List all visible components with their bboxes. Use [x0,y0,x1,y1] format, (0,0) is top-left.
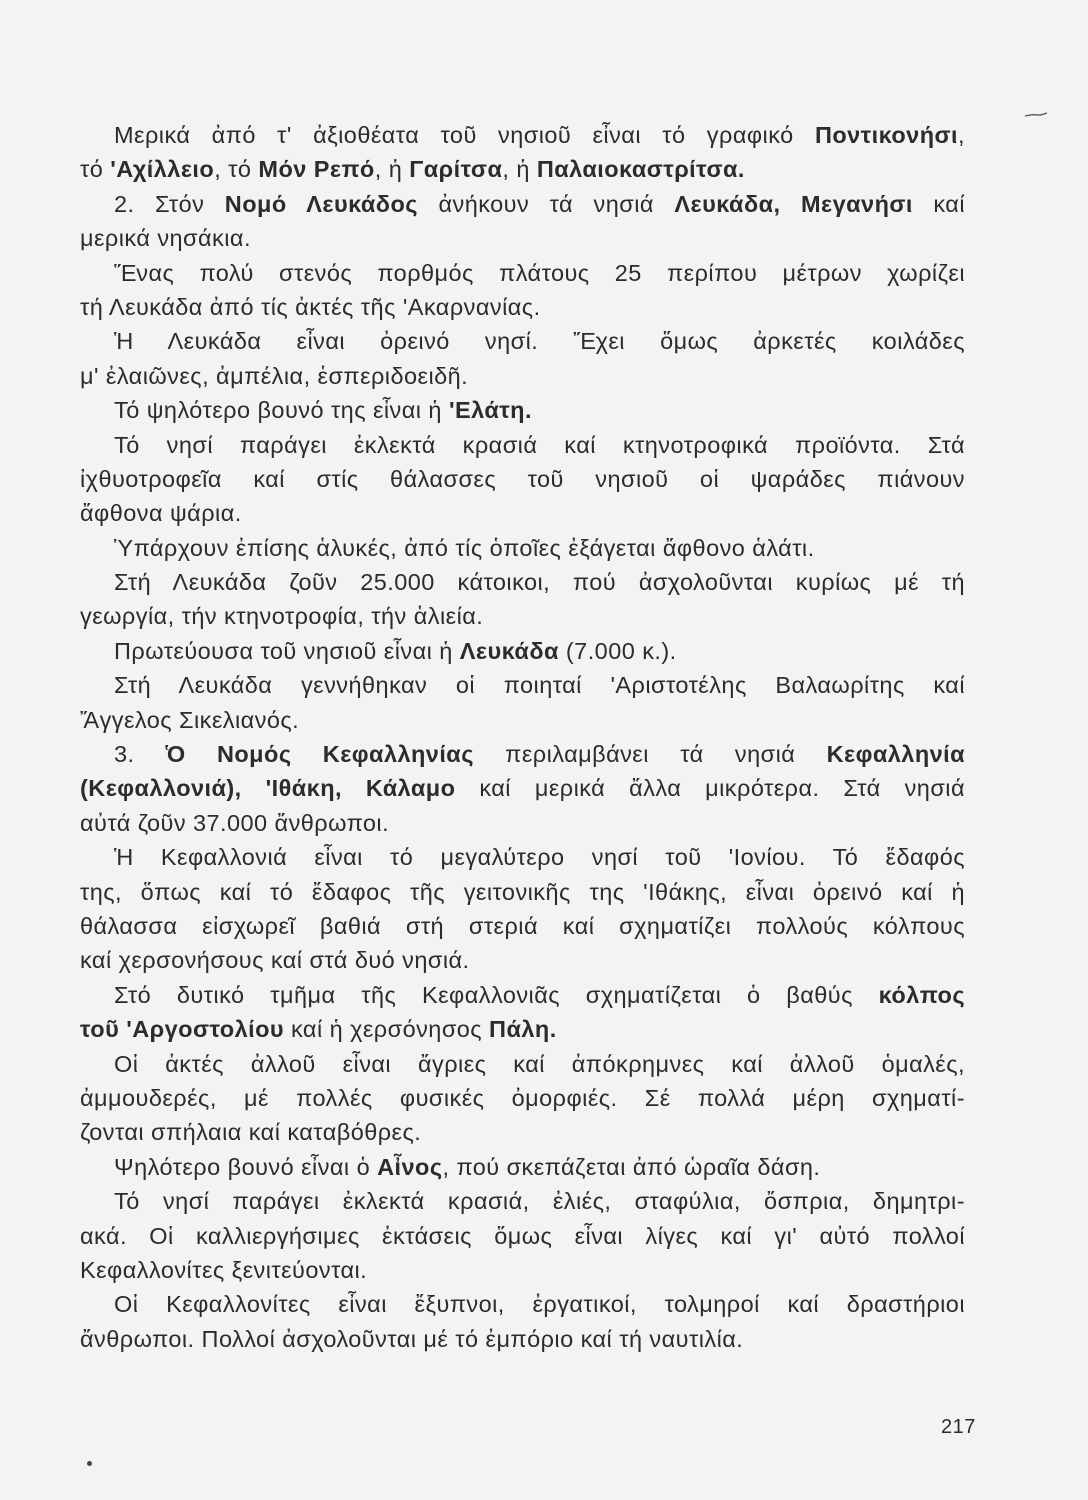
text-run: γεωργία, τήν κτηνοτροφία, τήν ἁλιεία. [80,603,484,630]
bold-text-run: Ποντικονήσι [814,122,959,148]
text-line [80,221,965,255]
text-run: Μερικά ἀπό τ' ἀξιοθέατα τοῦ νησιοῦ εἶναι τό γραφικό [114,122,815,148]
bold-text-run: Λευκάδα, Μεγανήσι [674,190,913,217]
text-line [80,1322,965,1356]
text-run: , [958,122,965,148]
text-line [80,152,965,186]
text-line [80,1047,965,1081]
bold-text-run: Λευκάδα [459,637,559,664]
bold-text-run: τοῦ 'Αργοστολίου [80,1016,285,1043]
text-line [80,668,965,702]
text-run: καί μερικά ἄλλα μικρότερα. Στά νησιά [455,775,965,802]
text-run: ἄφθονα ψάρια. [80,500,242,527]
text-line [80,703,965,737]
bold-text-run: Αἶνος [377,1153,443,1180]
text-run: Ἡ Κεφαλλονιά εἶναι τό μεγαλύτερο νησί τοῦ 'Ιονίου. Τό ἔδαφός [114,844,965,871]
text-run: Τό νησί παράγει ἐκλεκτά κρασιά, ἐλιές, σταφύλια, ὄσπρια, δημητρι- [114,1188,965,1215]
scan-dot-mark [87,1461,92,1466]
text-line [80,1150,965,1184]
text-line [80,256,965,290]
text-run: , ἡ [374,156,410,183]
text-line [80,737,965,771]
text-line [80,1219,965,1253]
text-run: ακά. Οἱ καλλιεργήσιμες ἐκτάσεις ὅμως εἶναι λίγες καί γι' αὐτό πολλοί [80,1222,965,1249]
bold-text-run: 'Αχίλλειο [110,156,215,183]
text-line [80,978,965,1012]
text-line [80,1253,965,1287]
text-line [80,840,965,874]
body-text [80,118,965,1356]
bold-text-run: Κεφαλληνία [826,741,966,768]
text-run: 3. [114,741,166,768]
text-run: Ὑπάρχουν ἐπίσης ἁλυκές, ἀπό τίς ὁποῖες ἐξάγεται ἄφθονο ἁλάτι. [114,534,815,561]
text-line [80,806,965,840]
text-line [80,565,965,599]
text-run: Ψηλότερο βουνό εἶναι ὁ [114,1153,378,1180]
text-line [80,324,965,358]
text-line [80,118,965,152]
text-run: ζονται σπήλαια καί καταβόθρες. [80,1119,422,1146]
text-line [80,875,965,909]
bold-text-run: Μόν Ρεπό [258,156,375,183]
text-run: , τό [214,156,259,183]
bold-text-run: Παλαιοκαστρίτσα. [536,156,745,183]
bold-text-run: 'Ελάτη. [448,397,532,424]
text-run: Τό ψηλότερο βουνό της εἶναι ἡ [114,397,449,424]
text-line [80,943,965,977]
text-run: ἀμμουδερές, μέ πολλές φυσικές ὀμορφιές. Σέ πολλά μέρη σχηματί- [80,1084,965,1111]
text-run: Στή Λευκάδα ζοῦν 25.000 κάτοικοι, πού ἀσχολοῦνται κυρίως μέ τή [114,569,965,596]
text-run: , πού σκεπάζεται ἀπό ὡραῖα δάση. [442,1153,821,1180]
text-line [80,1115,965,1149]
text-line [80,359,965,393]
text-line [80,187,965,221]
text-run: Τό νησί παράγει ἐκλεκτά κρασιά καί κτηνοτροφικά προϊόντα. Στά [114,431,965,458]
bold-text-run: Ὁ Νομός Κεφαλληνίας [165,741,474,768]
text-run: Πρωτεύουσα τοῦ νησιοῦ εἶναι ἡ [114,637,460,664]
bold-text-run: Πάλη. [489,1016,557,1043]
bold-text-run: κόλπος [878,981,965,1008]
text-line [80,462,965,496]
text-line [80,496,965,530]
text-run: Στό δυτικό τμῆμα τῆς Κεφαλλονιᾶς σχηματίζεται ὁ βαθύς [114,981,879,1008]
text-run: αὐτά ζοῦν 37.000 ἄνθρωποι. [80,809,390,836]
text-run: μερικά νησάκια. [80,225,251,252]
text-run: τή Λευκάδα ἀπό τίς ἀκτές τῆς 'Ακαρνανίας. [80,293,541,320]
text-line [80,393,965,427]
text-run: Ἡ Λευκάδα εἶναι ὀρεινό νησί. Ἔχει ὅμως ἀρκετές κοιλάδες [114,328,965,355]
text-line [80,1081,965,1115]
bold-text-run: Γαρίτσα [409,156,503,183]
text-run: της, ὅπως καί τό ἔδαφος τῆς γειτονικῆς της 'Ιθάκης, εἶναι ὀρεινό καί ἡ [80,878,965,905]
text-line [80,531,965,565]
text-line [80,1184,965,1218]
text-line [80,1012,965,1046]
text-run: καί [912,190,965,217]
text-line [80,634,965,668]
text-line [80,428,965,462]
text-run: μ' ἐλαιῶνες, ἀμπέλια, ἑσπεριδοειδῆ. [80,362,469,389]
text-line [80,599,965,633]
text-run: ἄνθρωποι. Πολλοί ἀσχολοῦνται μέ τό ἐμπόριο καί τή ναυτιλία. [80,1325,744,1352]
text-run: τό [80,156,111,183]
text-run: (7.000 κ.). [558,637,677,664]
text-run: καί ἡ χερσόνησος [284,1016,490,1043]
text-run: Κεφαλλονίτες ξενιτεύονται. [80,1256,368,1283]
text-run: Οἱ ἀκτές ἀλλοῦ εἶναι ἄγριες καί ἀπόκρημνες καί ἀλλοῦ ὁμαλές, [114,1050,965,1077]
text-run: 2. Στόν [114,190,225,217]
text-run: ἀνήκουν τά νησιά [417,190,675,217]
text-run: , ἡ [502,156,537,183]
text-line [80,909,965,943]
text-run: καί χερσονήσους καί στά δυό νησιά. [80,947,470,974]
text-run: ἰχθυοτροφεῖα καί στίς θάλασσες τοῦ νησιοῦ οἱ ψαράδες πιάνουν [80,465,965,492]
text-run: θάλασσα εἰσχωρεῖ βαθιά στή στεριά καί σχηματίζει πολλούς κόλπους [80,912,965,939]
bold-text-run: Νομό Λευκάδος [224,190,418,217]
text-run: Στή Λευκάδα γεννήθηκαν οἱ ποιηταί 'Αριστοτέλης Βαλαωρίτης καί [114,672,965,699]
text-run: Ἄγγελος Σικελιανός. [80,706,300,733]
page-number: 217 [941,1416,976,1438]
bold-text-run: (Κεφαλλονιά), 'Ιθάκη, Κάλαμο [80,775,456,802]
text-run: Οἱ Κεφαλλονίτες εἶναι ἔξυπνοι, ἐργατικοί, τολμηροί καί δραστήριοι [114,1291,965,1318]
text-run: περιλαμβάνει τά νησιά [473,741,827,768]
text-run: Ἕνας πολύ στενός πορθμός πλάτους 25 περίπου μέτρων χωρίζει [114,259,965,286]
text-line [80,771,965,805]
text-line [80,290,965,324]
text-line [80,1287,965,1321]
ink-stroke-mark [1024,112,1048,118]
